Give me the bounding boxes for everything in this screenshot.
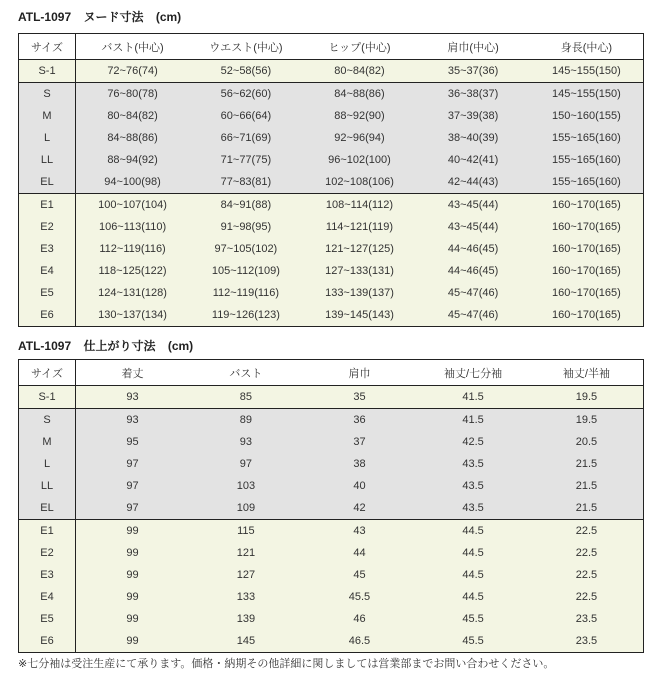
- value-cell: 22.5: [530, 520, 644, 543]
- size-cell: E2: [19, 542, 76, 564]
- table-row: [19, 431, 644, 453]
- value-cell: 46: [303, 608, 417, 630]
- value-cell: 95: [76, 431, 190, 453]
- table-row: [19, 83, 644, 106]
- column-header-waist: ウエスト(中心): [189, 34, 303, 60]
- finished-size-table-title: [18, 337, 193, 354]
- size-cell: M: [19, 431, 76, 453]
- value-cell: 93: [76, 386, 190, 409]
- table-row: [19, 630, 644, 653]
- value-cell: 94~100(98): [76, 171, 190, 194]
- value-cell: 160~170(165): [530, 238, 644, 260]
- value-cell: 44: [303, 542, 417, 564]
- value-cell: 80~84(82): [76, 105, 190, 127]
- value-cell: 155~165(160): [530, 127, 644, 149]
- value-cell: 43.5: [416, 475, 530, 497]
- table-name: 仕上がり寸法: [83, 339, 156, 353]
- value-cell: 38: [303, 453, 417, 475]
- value-cell: 21.5: [530, 497, 644, 520]
- value-cell: 109: [189, 497, 303, 520]
- value-cell: 40: [303, 475, 417, 497]
- value-cell: 160~170(165): [530, 194, 644, 217]
- table-name: ヌード寸法: [83, 10, 144, 24]
- value-cell: 22.5: [530, 586, 644, 608]
- table-row: [19, 608, 644, 630]
- value-cell: 45~47(46): [416, 304, 530, 327]
- value-cell: 160~170(165): [530, 282, 644, 304]
- value-cell: 112~119(116): [76, 238, 190, 260]
- value-cell: 93: [189, 431, 303, 453]
- size-cell: S-1: [19, 386, 76, 409]
- value-cell: 43: [303, 520, 417, 543]
- value-cell: 96~102(100): [303, 149, 417, 171]
- value-cell: 121: [189, 542, 303, 564]
- table-row: [19, 282, 644, 304]
- size-cell: E4: [19, 260, 76, 282]
- value-cell: 119~126(123): [189, 304, 303, 327]
- unit-label: (cm): [155, 10, 182, 24]
- table-row: [19, 238, 644, 260]
- table-row: [19, 475, 644, 497]
- table-row: [19, 386, 644, 409]
- value-cell: 44~46(45): [416, 260, 530, 282]
- value-cell: 56~62(60): [189, 83, 303, 106]
- value-cell: 133: [189, 586, 303, 608]
- value-cell: 150~160(155): [530, 105, 644, 127]
- value-cell: 85: [189, 386, 303, 409]
- value-cell: 106~113(110): [76, 216, 190, 238]
- value-cell: 42~44(43): [416, 171, 530, 194]
- table-row: [19, 520, 644, 543]
- value-cell: 40~42(41): [416, 149, 530, 171]
- size-cell: L: [19, 453, 76, 475]
- value-cell: 71~77(75): [189, 149, 303, 171]
- value-cell: 91~98(95): [189, 216, 303, 238]
- value-cell: 139~145(143): [303, 304, 417, 327]
- table-row: [19, 409, 644, 432]
- value-cell: 45.5: [416, 630, 530, 653]
- model-number: ATL-1097: [18, 10, 72, 24]
- size-cell: E6: [19, 630, 76, 653]
- value-cell: 99: [76, 542, 190, 564]
- value-cell: 130~137(134): [76, 304, 190, 327]
- column-header-bust: バスト(中心): [76, 34, 190, 60]
- value-cell: 76~80(78): [76, 83, 190, 106]
- value-cell: 43.5: [416, 497, 530, 520]
- value-cell: 43~45(44): [416, 216, 530, 238]
- column-header-shoulder: 肩巾: [303, 360, 417, 386]
- size-cell: E6: [19, 304, 76, 327]
- value-cell: 23.5: [530, 608, 644, 630]
- size-cell: E2: [19, 216, 76, 238]
- value-cell: 102~108(106): [303, 171, 417, 194]
- table-row: [19, 304, 644, 327]
- value-cell: 84~88(86): [76, 127, 190, 149]
- footnote-text: ※七分袖は受注生産にて承ります。価格・納期その他詳細に関しましては営業部までお問い合わせください。: [18, 658, 555, 670]
- header-row: [19, 34, 644, 60]
- value-cell: 97: [76, 475, 190, 497]
- value-cell: 44~46(45): [416, 238, 530, 260]
- value-cell: 44.5: [416, 520, 530, 543]
- size-cell: E1: [19, 520, 76, 543]
- value-cell: 42.5: [416, 431, 530, 453]
- size-cell: EL: [19, 497, 76, 520]
- value-cell: 105~112(109): [189, 260, 303, 282]
- size-cell: S: [19, 409, 76, 432]
- table-row: [19, 127, 644, 149]
- value-cell: 99: [76, 586, 190, 608]
- value-cell: 97~105(102): [189, 238, 303, 260]
- value-cell: 37: [303, 431, 417, 453]
- table-row: [19, 60, 644, 83]
- value-cell: 99: [76, 608, 190, 630]
- value-cell: 20.5: [530, 431, 644, 453]
- column-header-body-length: 着丈: [76, 360, 190, 386]
- column-header-sleeve-half: 袖丈/半袖: [530, 360, 644, 386]
- value-cell: 99: [76, 630, 190, 653]
- column-header-size: サイズ: [19, 34, 76, 60]
- model-number: ATL-1097: [18, 339, 72, 353]
- unit-label: (cm): [167, 339, 194, 353]
- size-cell: EL: [19, 171, 76, 194]
- value-cell: 21.5: [530, 475, 644, 497]
- value-cell: 118~125(122): [76, 260, 190, 282]
- value-cell: 37~39(38): [416, 105, 530, 127]
- table-row: [19, 260, 644, 282]
- value-cell: 23.5: [530, 630, 644, 653]
- value-cell: 46.5: [303, 630, 417, 653]
- value-cell: 44.5: [416, 586, 530, 608]
- value-cell: 44.5: [416, 542, 530, 564]
- column-header-shoulder: 肩巾(中心): [416, 34, 530, 60]
- size-cell: E1: [19, 194, 76, 217]
- table-row: [19, 497, 644, 520]
- table-row: [19, 542, 644, 564]
- value-cell: 145: [189, 630, 303, 653]
- value-cell: 80~84(82): [303, 60, 417, 83]
- value-cell: 97: [189, 453, 303, 475]
- table-row: [19, 194, 644, 217]
- value-cell: 139: [189, 608, 303, 630]
- size-cell: E4: [19, 586, 76, 608]
- size-cell: L: [19, 127, 76, 149]
- value-cell: 19.5: [530, 386, 644, 409]
- value-cell: 124~131(128): [76, 282, 190, 304]
- value-cell: 99: [76, 520, 190, 543]
- value-cell: 145~155(150): [530, 83, 644, 106]
- value-cell: 45.5: [416, 608, 530, 630]
- value-cell: 41.5: [416, 409, 530, 432]
- size-cell: S-1: [19, 60, 76, 83]
- value-cell: 99: [76, 564, 190, 586]
- value-cell: 66~71(69): [189, 127, 303, 149]
- value-cell: 72~76(74): [76, 60, 190, 83]
- size-cell: E3: [19, 238, 76, 260]
- table-row: [19, 216, 644, 238]
- value-cell: 155~165(160): [530, 171, 644, 194]
- size-cell: E5: [19, 282, 76, 304]
- value-cell: 84~91(88): [189, 194, 303, 217]
- table-row: [19, 171, 644, 194]
- table-row: [19, 149, 644, 171]
- value-cell: 43.5: [416, 453, 530, 475]
- size-cell: S: [19, 83, 76, 106]
- value-cell: 89: [189, 409, 303, 432]
- column-header-sleeve-threequarter: 袖丈/七分袖: [416, 360, 530, 386]
- value-cell: 93: [76, 409, 190, 432]
- value-cell: 19.5: [530, 409, 644, 432]
- table-row: [19, 105, 644, 127]
- value-cell: 60~66(64): [189, 105, 303, 127]
- value-cell: 45.5: [303, 586, 417, 608]
- value-cell: 35~37(36): [416, 60, 530, 83]
- size-cell: M: [19, 105, 76, 127]
- value-cell: 36: [303, 409, 417, 432]
- header-row: [19, 360, 644, 386]
- value-cell: 84~88(86): [303, 83, 417, 106]
- value-cell: 36~38(37): [416, 83, 530, 106]
- value-cell: 45: [303, 564, 417, 586]
- value-cell: 43~45(44): [416, 194, 530, 217]
- value-cell: 77~83(81): [189, 171, 303, 194]
- value-cell: 35: [303, 386, 417, 409]
- value-cell: 155~165(160): [530, 149, 644, 171]
- table-row: [19, 564, 644, 586]
- size-cell: E5: [19, 608, 76, 630]
- value-cell: 22.5: [530, 542, 644, 564]
- value-cell: 42: [303, 497, 417, 520]
- value-cell: 127~133(131): [303, 260, 417, 282]
- value-cell: 103: [189, 475, 303, 497]
- value-cell: 133~139(137): [303, 282, 417, 304]
- value-cell: 44.5: [416, 564, 530, 586]
- nude-size-table: [18, 33, 644, 327]
- value-cell: 45~47(46): [416, 282, 530, 304]
- value-cell: 52~58(56): [189, 60, 303, 83]
- value-cell: 41.5: [416, 386, 530, 409]
- column-header-height: 身長(中心): [530, 34, 644, 60]
- value-cell: 115: [189, 520, 303, 543]
- value-cell: 127: [189, 564, 303, 586]
- table-row: [19, 586, 644, 608]
- size-cell: LL: [19, 475, 76, 497]
- value-cell: 22.5: [530, 564, 644, 586]
- finished-size-table: [18, 359, 644, 653]
- value-cell: 121~127(125): [303, 238, 417, 260]
- column-header-bust: バスト: [189, 360, 303, 386]
- value-cell: 108~114(112): [303, 194, 417, 217]
- value-cell: 21.5: [530, 453, 644, 475]
- value-cell: 114~121(119): [303, 216, 417, 238]
- value-cell: 38~40(39): [416, 127, 530, 149]
- value-cell: 160~170(165): [530, 260, 644, 282]
- size-cell: LL: [19, 149, 76, 171]
- column-header-size: サイズ: [19, 360, 76, 386]
- column-header-hip: ヒップ(中心): [303, 34, 417, 60]
- value-cell: 97: [76, 453, 190, 475]
- value-cell: 88~94(92): [76, 149, 190, 171]
- value-cell: 100~107(104): [76, 194, 190, 217]
- value-cell: 160~170(165): [530, 304, 644, 327]
- size-cell: E3: [19, 564, 76, 586]
- value-cell: 160~170(165): [530, 216, 644, 238]
- value-cell: 145~155(150): [530, 60, 644, 83]
- nude-size-table-title: [18, 8, 181, 25]
- table-row: [19, 453, 644, 475]
- value-cell: 92~96(94): [303, 127, 417, 149]
- value-cell: 112~119(116): [189, 282, 303, 304]
- value-cell: 97: [76, 497, 190, 520]
- value-cell: 88~92(90): [303, 105, 417, 127]
